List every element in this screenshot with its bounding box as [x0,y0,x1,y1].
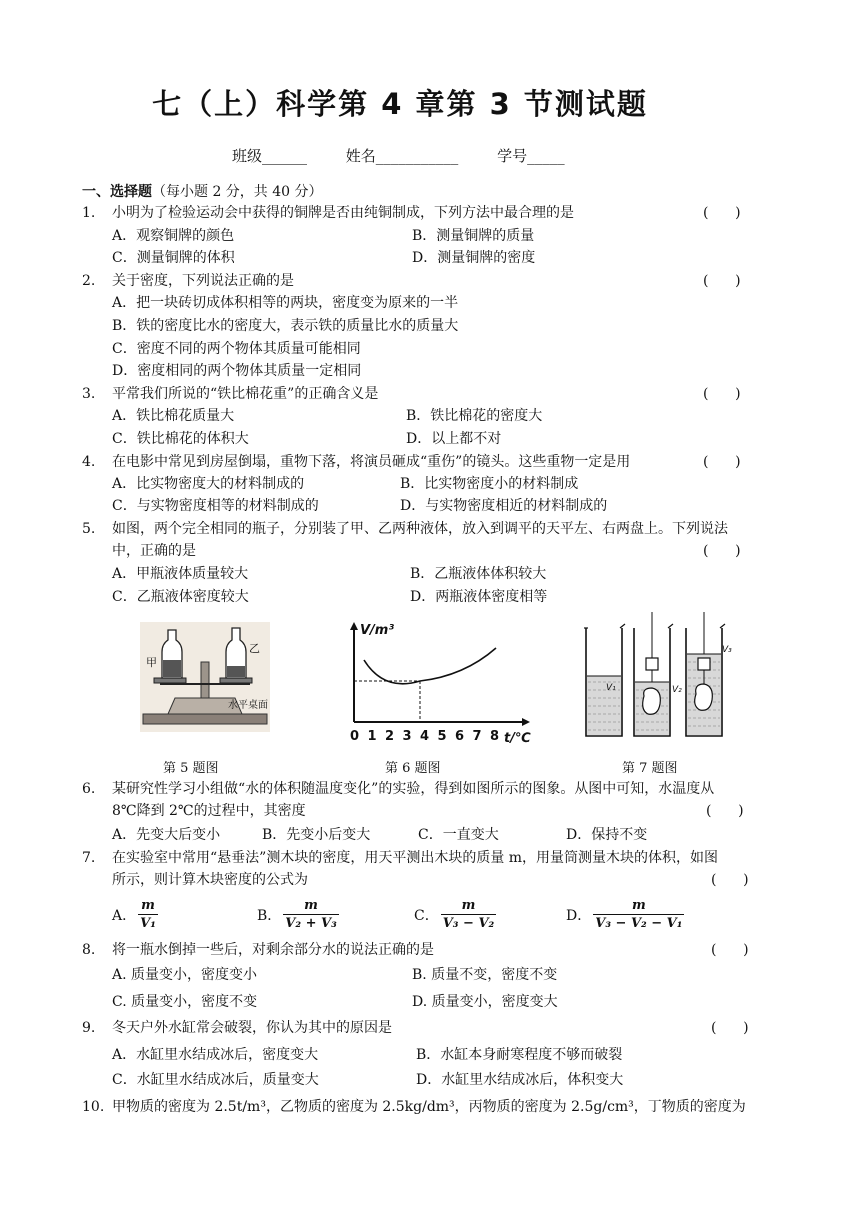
formula-c-denominator: V₃ − V₂ [442,916,495,931]
question-text: 所示，则计算木块密度的公式为 [112,872,308,888]
option-a: A．甲瓶液体质量较大 [112,566,249,582]
option-b: B．水缸本身耐寒程度不够而破裂 [416,1047,623,1063]
right-bottle-label: 乙 [249,642,260,655]
question-text: 冬天户外水缸常会破裂，你认为其中的原因是 [112,1020,392,1036]
option-c: C．测量铜牌的体积 [112,250,235,266]
option-c: C．密度不同的两个物体其质量可能相同 [112,341,361,357]
question-number: 10. [82,1099,105,1115]
option-b-letter: B． [257,907,282,924]
option-d: D．水缸里水结成冰后，体积变大 [416,1072,624,1088]
option-c: C．乙瓶液体密度较大 [112,589,249,605]
name-field[interactable]: 姓名___________ [345,147,459,165]
section-heading [82,181,323,201]
option-a-letter: A． [112,907,137,924]
option-c: C．与实物密度相等的材料制成的 [112,498,319,514]
question-number: 9. [82,1020,96,1036]
left-bottle-label: 甲 [146,656,157,669]
volume-label-2: V₂ [672,685,682,695]
y-axis-label: V/m³ [360,623,395,638]
figure-5-balance [140,622,270,732]
option-d-letter: D． [566,907,592,924]
question-text: 在实验室中常用“悬垂法”测木块的密度，用天平测出木块的质量 m，用量筒测量木块的体积，如图 [112,850,719,866]
volume-label-3: V₃ [722,645,732,655]
answer-blank[interactable]: ( ) [703,205,741,221]
option-a [112,898,158,931]
formula-c-numerator: m [461,898,476,913]
formula-b-numerator: m [304,898,318,913]
x-tick-label: 4 [420,729,430,744]
formula-d-numerator: m [631,898,646,913]
figure-6-caption: 第 6 题图 [385,761,441,776]
option-b: B．铁比棉花的密度大 [406,408,543,424]
option-c: C. 质量变小，密度不变 [112,994,258,1010]
option-b: B．测量铜牌的质量 [412,228,535,244]
x-axis-label: t/℃ [504,731,531,746]
question-text: 甲物质的密度为 2.5t/m³，乙物质的密度为 2.5kg/dm³，丙物质的密度为 2.5g/cm³，丁物质的密度为 [112,1099,746,1115]
option-a: A. 质量变小，密度变小 [112,967,258,983]
option-d: D. 质量变小，密度变大 [412,994,558,1010]
question-number: 2. [82,273,96,289]
answer-blank[interactable]: ( ) [703,543,741,559]
question-number: 7. [82,850,96,866]
student-id-field[interactable]: 学号_____ [497,147,565,165]
volume-label-1: V₁ [606,683,616,693]
section-title: 一、选择题 [82,184,152,200]
option-d: D．密度相同的两个物体其质量一定相同 [112,363,362,379]
option-d: D．保持不变 [566,827,648,843]
answer-blank[interactable]: ( ) [706,803,744,819]
question-text: 在电影中常见到房屋倒塌，重物下落，将演员砸成“重伤”的镜头。这些重物一定是用 [112,454,631,470]
question-text: 8℃降到 2℃的过程中，其密度 [112,803,306,819]
option-a: A．水缸里水结成冰后，密度变大 [112,1047,319,1063]
option-d: D．测量铜牌的密度 [412,250,536,266]
option-a: A．把一块砖切成体积相等的两块，密度变为原来的一半 [112,295,459,311]
answer-blank[interactable]: ( ) [703,454,741,470]
answer-blank[interactable]: ( ) [711,942,749,958]
formula-c [441,898,497,931]
option-d: D．两瓶液体密度相等 [410,589,548,605]
option-b: B. 质量不变，密度不变 [412,967,558,983]
x-tick-label: 2 [385,729,395,744]
option-b: B．比实物密度小的材料制成 [400,476,579,492]
question-text: 关于密度，下列说法正确的是 [112,273,294,289]
question-text: 小明为了检验运动会中获得的铜牌是否由纯铜制成，下列方法中最合理的是 [112,205,574,221]
formula-b [283,898,339,931]
figure-5-caption: 第 5 题图 [163,761,219,776]
question-text: 平常我们所说的“铁比棉花重”的正确含义是 [112,386,379,402]
answer-blank[interactable]: ( ) [703,273,741,289]
option-d [566,898,684,931]
option-c: C．一直变大 [418,827,499,843]
option-a: A．铁比棉花质量大 [112,408,235,424]
x-tick-label: 0 [350,729,360,744]
x-tick-label: 8 [490,729,500,744]
question-number: 5. [82,521,96,537]
question-number: 3. [82,386,96,402]
option-c-letter: C． [414,907,439,924]
x-tick-label: 5 [437,729,447,744]
formula-a-numerator: m [141,898,155,913]
x-tick-label: 3 [402,729,412,744]
formula-d [593,898,684,931]
question-number: 8. [82,942,96,958]
option-b: B．铁的密度比水的密度大，表示铁的质量比水的质量大 [112,318,459,334]
formula-a-denominator: V₁ [140,916,156,931]
figure-6-graph [336,618,532,746]
formula-d-denominator: V₃ − V₂ − V₁ [595,916,683,931]
option-b: B．乙瓶液体体积较大 [410,566,547,582]
option-c: C．水缸里水结成冰后，质量变大 [112,1072,319,1088]
option-c [414,898,496,931]
option-b [257,898,339,931]
question-text: 如图，两个完全相同的瓶子，分别装了甲、乙两种液体，放入到调平的天平左、右两盘上。下列说法 [112,521,728,537]
x-tick-label: 6 [455,729,465,744]
table-label: 水平桌面 [228,700,268,711]
option-a: A．比实物密度大的材料制成的 [112,476,305,492]
question-text: 某研究性学习小组做“水的体积随温度变化”的实验，得到如图所示的图象。从图中可知，水温度从 [112,781,715,797]
option-c: C．铁比棉花的体积大 [112,431,249,447]
formula-b-denominator: V₂ + V₃ [285,916,337,931]
option-a: A．先变大后变小 [112,827,221,843]
question-text: 中，正确的是 [112,543,196,559]
section-note: （每小题 2 分，共 40 分） [152,184,323,200]
student-info [232,145,599,166]
formula-a [138,898,158,931]
class-field[interactable]: 班级______ [232,147,308,165]
x-tick-label: 1 [367,729,377,744]
figure-7-caption: 第 7 题图 [622,761,678,776]
page-title: 七（上）科学第 4 章第 3 节测试题 [152,87,648,121]
answer-blank[interactable]: ( ) [703,386,741,402]
answer-blank[interactable]: ( ) [711,872,749,888]
option-d: D．以上都不对 [406,431,502,447]
answer-blank[interactable]: ( ) [711,1020,749,1036]
question-text: 将一瓶水倒掉一些后，对剩余部分水的说法正确的是 [112,942,434,958]
option-d: D．与实物密度相近的材料制成的 [400,498,608,514]
option-b: B．先变小后变大 [262,827,371,843]
question-number: 6. [82,781,96,797]
figure-7-cylinders [582,612,732,744]
option-a: A．观察铜牌的颜色 [112,228,235,244]
x-tick-label: 7 [472,729,482,744]
question-number: 1. [82,205,96,221]
question-number: 4. [82,454,96,470]
